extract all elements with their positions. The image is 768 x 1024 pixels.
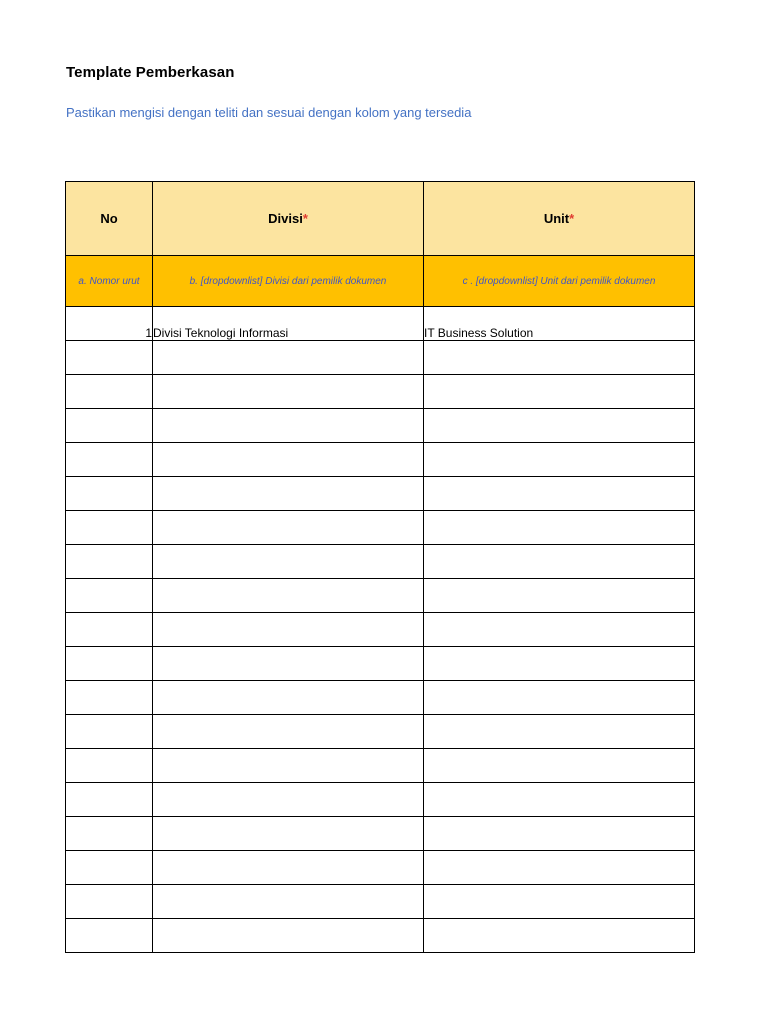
cell-unit[interactable] (424, 783, 695, 817)
table-row (66, 409, 695, 443)
table-row (66, 613, 695, 647)
header-unit (424, 182, 695, 256)
cell-unit[interactable] (424, 817, 695, 851)
table-row (66, 511, 695, 545)
header-divisi (153, 182, 424, 256)
table-row (66, 817, 695, 851)
table-row (66, 681, 695, 715)
table-row (66, 579, 695, 613)
cell-unit[interactable] (424, 375, 695, 409)
cell-no[interactable] (66, 579, 153, 613)
table-row (66, 783, 695, 817)
cell-unit[interactable] (424, 443, 695, 477)
cell-divisi[interactable] (153, 545, 424, 579)
hint-no: a. Nomor urut (66, 256, 153, 307)
cell-no[interactable] (66, 851, 153, 885)
table-row (66, 647, 695, 681)
cell-no[interactable] (66, 919, 153, 953)
cell-no[interactable] (66, 783, 153, 817)
required-mark: * (569, 211, 575, 226)
table-row (66, 443, 695, 477)
required-mark: * (302, 211, 308, 226)
cell-no[interactable] (66, 885, 153, 919)
cell-unit[interactable] (424, 885, 695, 919)
table-row (66, 545, 695, 579)
cell-unit[interactable] (424, 545, 695, 579)
page-title: Template Pemberkasan (66, 64, 235, 81)
cell-no[interactable] (66, 647, 153, 681)
table-row (66, 307, 695, 341)
hint-row (66, 256, 695, 307)
cell-divisi[interactable] (153, 443, 424, 477)
cell-unit[interactable] (424, 647, 695, 681)
filing-table-body (66, 182, 695, 953)
cell-divisi[interactable] (153, 579, 424, 613)
table-row (66, 375, 695, 409)
cell-no[interactable] (66, 715, 153, 749)
cell-divisi[interactable] (153, 817, 424, 851)
cell-unit[interactable] (424, 341, 695, 375)
cell-unit[interactable] (424, 715, 695, 749)
header-row (66, 182, 695, 256)
cell-unit[interactable] (424, 919, 695, 953)
cell-no[interactable] (66, 749, 153, 783)
cell-no[interactable] (66, 613, 153, 647)
cell-divisi[interactable] (153, 409, 424, 443)
cell-divisi[interactable] (153, 783, 424, 817)
cell-unit[interactable] (424, 409, 695, 443)
cell-no[interactable] (66, 375, 153, 409)
table-row (66, 715, 695, 749)
header-divisi-label: Divisi (268, 211, 303, 226)
cell-divisi[interactable] (153, 851, 424, 885)
cell-no[interactable] (66, 409, 153, 443)
table-row (66, 919, 695, 953)
cell-divisi[interactable] (153, 749, 424, 783)
cell-divisi[interactable] (153, 715, 424, 749)
cell-divisi[interactable] (153, 375, 424, 409)
hint-divisi: b. [dropdownlist] Divisi dari pemilik dokumen (153, 256, 424, 307)
cell-divisi[interactable] (153, 477, 424, 511)
header-no-label: No (100, 211, 118, 226)
page-subtitle: Pastikan mengisi dengan teliti dan sesuai dengan kolom yang tersedia (66, 105, 472, 120)
cell-no[interactable] (66, 545, 153, 579)
table-row (66, 341, 695, 375)
cell-unit[interactable]: IT Business Solution (424, 307, 695, 341)
cell-divisi[interactable]: Divisi Teknologi Informasi (153, 307, 424, 341)
cell-unit[interactable] (424, 613, 695, 647)
cell-divisi[interactable] (153, 919, 424, 953)
cell-no[interactable]: 1 (66, 307, 153, 341)
cell-divisi[interactable] (153, 885, 424, 919)
cell-no[interactable] (66, 341, 153, 375)
cell-divisi[interactable] (153, 647, 424, 681)
header-unit-label: Unit (543, 211, 570, 226)
hint-unit: c . [dropdownlist] Unit dari pemilik dokumen (424, 256, 695, 307)
cell-no[interactable] (66, 681, 153, 715)
table-row (66, 477, 695, 511)
cell-unit[interactable] (424, 851, 695, 885)
cell-divisi[interactable] (153, 681, 424, 715)
filing-table (65, 181, 695, 953)
cell-unit[interactable] (424, 579, 695, 613)
cell-divisi[interactable] (153, 511, 424, 545)
cell-no[interactable] (66, 443, 153, 477)
cell-unit[interactable] (424, 511, 695, 545)
table-row (66, 749, 695, 783)
table-row (66, 885, 695, 919)
table-row (66, 851, 695, 885)
cell-unit[interactable] (424, 681, 695, 715)
cell-unit[interactable] (424, 749, 695, 783)
cell-no[interactable] (66, 477, 153, 511)
cell-no[interactable] (66, 511, 153, 545)
cell-unit[interactable] (424, 477, 695, 511)
header-no (66, 182, 153, 256)
cell-no[interactable] (66, 817, 153, 851)
cell-divisi[interactable] (153, 613, 424, 647)
cell-divisi[interactable] (153, 341, 424, 375)
